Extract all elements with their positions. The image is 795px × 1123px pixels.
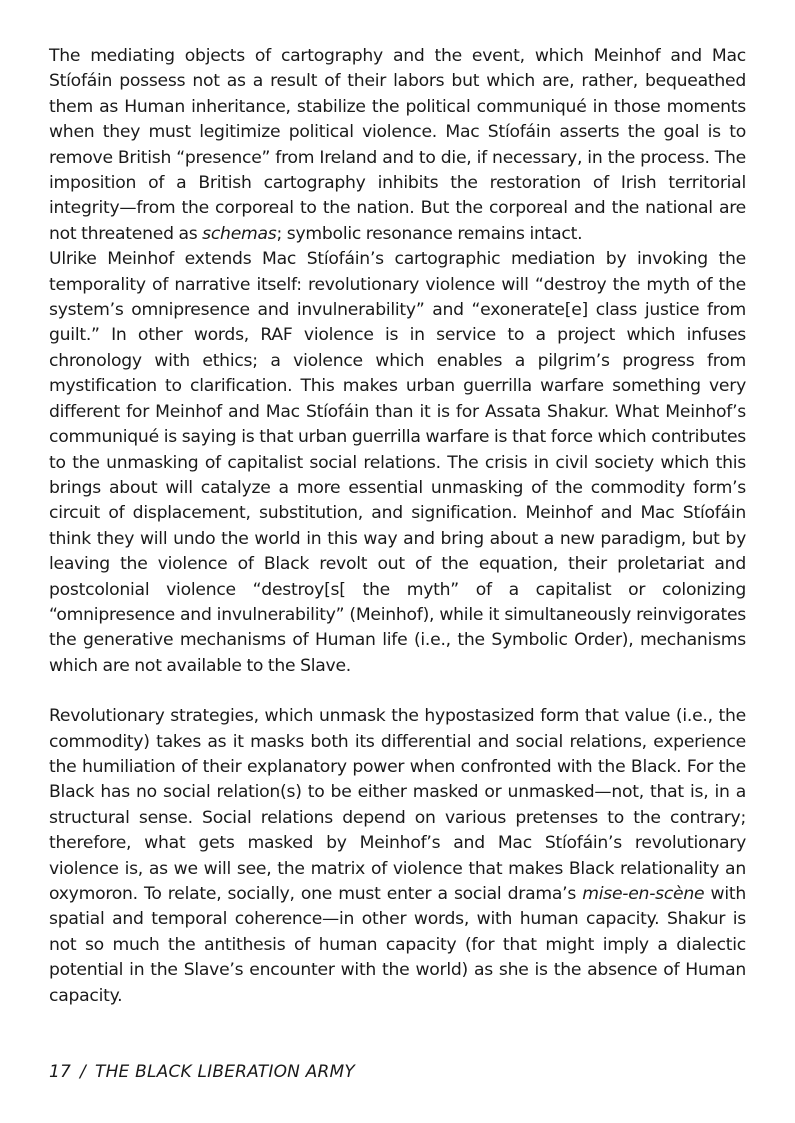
paragraph-1-text-1: The mediating objects of cartography and the event, which Meinhof and Mac Stíofáin possess not as a result of their labors but which are, rather, bequeathed them as Human inheritance, stabilize the political communiqué in those moments when they must legitimize political violence. Mac Stíofáin asserts the goal is to remove British “presence” from Ireland and to die, if necessary, in the process. The imposition of a British cartography inhibits the restoration of Irish territorial integrity—from the corporeal to the nation. But the corporeal and the national are not threatened as [49, 46, 746, 244]
paragraph-1-italic-schemas: schemas [202, 223, 277, 244]
paragraph-3-text-1: Revolutionary strategies, which unmask the hypostasized form that value (i.e., the commodity) takes as it masks both its differential and social relations, experience the humiliation of their explanatory power when confronted with the Black. For the Black has no social relation(s) to be either masked or unmasked—not, that is, in a structural sense. Social relations depend on various pretenses to the contrary; therefore, what gets masked by Meinhof’s and Mac Stíofáin’s revolutionary violence is, as we will see, the matrix of violence that makes Black relationality an oxymoron. To relate, socially, one must enter a social drama’s [49, 706, 746, 904]
body-text [49, 44, 746, 1009]
paragraph-2-text-1: Ulrike Meinhof extends Mac Stíofáin’s cartographic mediation by invoking the temporality of narrative itself: revolutionary violence will “destroy the myth of the system’s omnipresence and invulnerability” and “exonerate[e] class justice from guilt.” In other words, RAF violence is in service to a project which infuses chronology with ethics; a violence which enables a pilgrim’s progress from mystification to clarification. This makes urban guerrilla warfare something very different for Meinhof and Mac Stíofáin than it is for Assata Shakur. What Meinhof’s communiqué is saying is that urban guerrilla warfare is that force which contributes to the unmasking of capitalist social relations. The crisis in civil society which this brings about will catalyze a more essential unmasking of the commodity form’s circuit of displacement, substitution, and signification. Meinhof and Mac Stíofáin think they will undo the world in this way and bring about a new paradigm, but by leaving the violence of Black revolt out of the equation, their proletariat and postcolonial violence “destroy[s[ the myth” of a capitalist or colonizing “omnipresence and invulnerability” (Meinhof), while it simultaneously reinvigorates the generative mechanisms of Human life (i.e., the Symbolic Order), mechanisms which are not available to the Slave. [49, 249, 746, 676]
paragraph-3-text-2: with spatial and temporal coherence—in other words, with human capacity. Shakur is not so much the antithesis of human capacity (for that might imply a dialectic potential in the Slave’s encounter with the world) as she is the absence of Human capacity. [49, 884, 746, 1006]
paragraph-1-text-2: ; symbolic resonance remains intact. [276, 223, 583, 244]
running-title: THE BLACK LIBERATION ARMY [94, 1062, 355, 1082]
page-number: 17 [49, 1062, 72, 1082]
paragraph-3 [49, 704, 746, 1009]
paragraph-2 [49, 247, 746, 679]
footer-separator: / [80, 1062, 86, 1082]
paragraph-3-italic-mise-en-scene: mise-en-scène [582, 884, 705, 904]
paragraph-1 [49, 44, 746, 247]
page-footer [49, 1060, 355, 1084]
